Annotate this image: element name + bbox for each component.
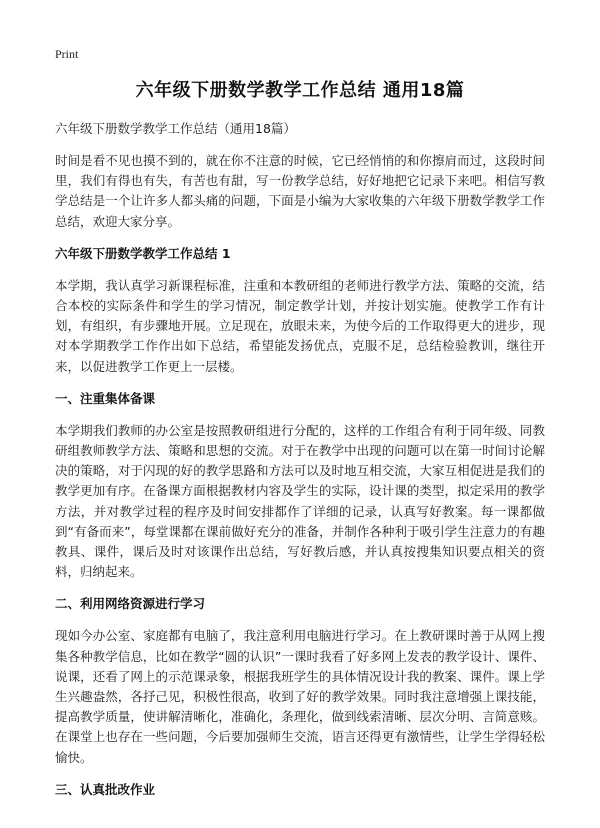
section-heading-collective-lesson-prep: 一、注重集体备课	[55, 390, 156, 406]
section-heading-online-resources: 二、利用网络资源进行学习	[55, 596, 206, 612]
document-title: 六年级下册数学教学工作总结 通用18篇	[135, 80, 465, 101]
online-resources-paragraph: 现如今办公室、家庭都有电脑了，我注意利用电脑进行学习。在上教研课时善于从网上搜集各种教学信息，比如在教学“圆的认识”一课时我看了好多网上发表的教学设计、课件、说课，还看了网上的示范课录象，根据我班学生的具体情况设计我的教案、课件。课上学生兴趣盎然，各抒己见，积极性很高，收到了好的教学效果。同时我注意增强上课技能，提高教学质量，使讲解清晰化，准确化，条理化，做到线索清晰、层次分明、言简意赅。在课堂上也存在一些问题，今后要加强师生交流，语言还得更有激情些，让学生学得轻松愉快。	[55, 628, 545, 765]
section-heading-summary-1: 六年级下册数学教学工作总结 1	[55, 245, 231, 261]
section-heading-homework-grading: 三、认真批改作业	[55, 781, 156, 797]
print-link[interactable]: Print	[55, 47, 79, 61]
document-subtitle: 六年级下册数学教学工作总结（通用18篇）	[55, 121, 296, 136]
intro-paragraph: 时间是看不见也摸不到的，就在你不注意的时候，它已经悄悄的和你擦肩而过，这段时间里，我们有得也有失，有苦也有甜，写一份教学总结，好好地把它记录下来吧。相信写教学总结是一个让许多人都头痛的问题，下面是小编为大家收集的六年级下册数学教学工作总结，欢迎大家分享。	[55, 153, 545, 229]
summary-1-paragraph: 本学期，我认真学习新课程标准，注重和本教研组的老师进行教学方法、策略的交流，结合本校的实际条件和学生的学习情况，制定教学计划，并按计划实施。使教学工作有计划，有组织，有步骤地开展。立足现在，放眼未来，为使今后的工作取得更大的进步，现对本学期教学工作作出如下总结，希望能发扬优点，克服不足，总结检验教训，继往开来，以促进教学工作更上一层楼。	[55, 277, 545, 374]
collective-lesson-prep-paragraph: 本学期我们教师的办公室是按照教研组进行分配的，这样的工作组合有利于同年级、同教研组教师教学方法、策略和思想的交流。对于在教学中出现的问题可以在第一时间讨论解决的策略，对于闪现的好的教学思路和方法可以及时地互相交流，大家互相促进是我们的教学更加有序。在备课方面根据教材内容及学生的实际，设计课的类型，拟定采用的教学方法，并对教学过程的程序及时间安排都作了详细的记录，认真写好教案。每一课都做到“有备而来”，每堂课都在课前做好充分的准备，并制作各种利于吸引学生注意力的有趣教具、课件，课后及时对该课作出总结，写好教后感，并认真按搜集知识要点相关的资料，归纳起来。	[55, 422, 545, 580]
